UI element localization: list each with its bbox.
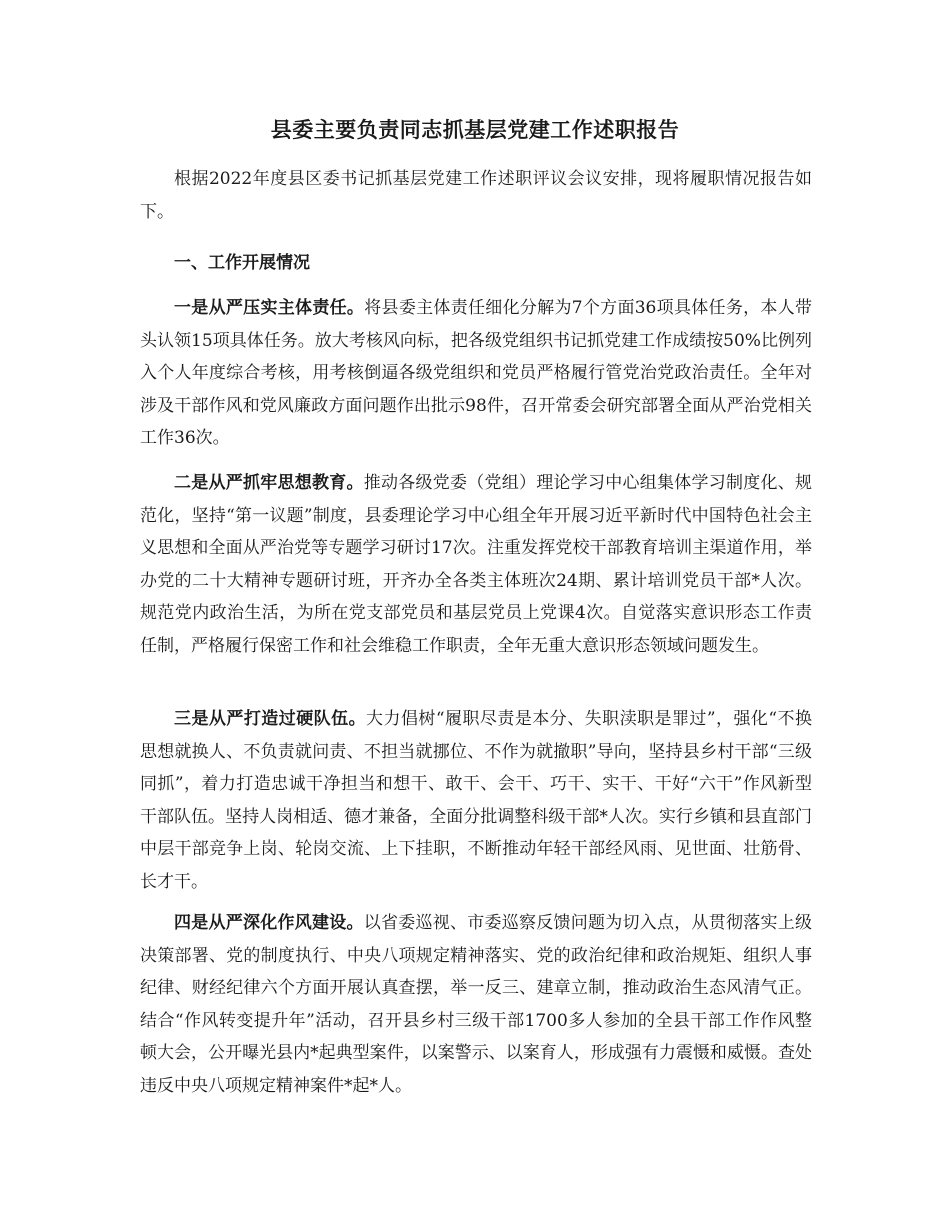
item-paragraph-1 (140, 292, 812, 455)
item-body: 将县委主体责任细化分解为7个方面36项具体任务，本人带头认领15项具体任务。放大考核风向标，把各级党组织书记抓党建工作成绩按50%比例列入个人年度综合考核，用考核倒逼各级党组织和党员严格履行管党治党政治责任。全年对涉及干部作风和党风廉政方面问题作出批示98件，召开常委会研究部署全面从严治党相关工作36次。 (140, 298, 813, 448)
item-lead: 四是从严深化作风建设。 (174, 913, 364, 933)
intro-paragraph: 根据2022年度县区委书记抓基层党建工作述职评议会议安排，现将履职情况报告如下。 (140, 169, 812, 222)
item-lead: 二是从严抓牢思想教育。 (174, 473, 364, 493)
item-body: 以省委巡视、市委巡察反馈问题为切入点，从贯彻落实上级决策部署、党的制度执行、中央八项规定精神落实、党的政治纪律和政治规矩、组织人事纪律、财经纪律六个方面开展认真查摆，举一反三、建章立制，推动政治生态风清气正。结合“作风转变提升年”活动，召开县乡村三级干部1700多人参加的全县干部工作作风整顿大会，公开曝光县内*起典型案件，以案警示、以案育人，形成强有力震慑和威慑。查处违反中央八项规定精神案件*起*人。 (140, 913, 812, 1096)
item-lead: 三是从严打造过硬队伍。 (174, 709, 367, 729)
item-paragraph-2 (140, 467, 812, 662)
section-heading: 一、工作开展情况 (174, 253, 310, 273)
item-paragraph-4 (140, 907, 812, 1102)
item-paragraph-3 (140, 703, 812, 898)
item-lead: 一是从严压实主体责任。 (174, 298, 365, 318)
item-body: 大力倡树“履职尽责是本分、失职渎职是罪过”，强化“不换思想就换人、不负责就问责、不担当就挪位、不作为就撤职”导向，坚持县乡村干部“三级同抓”，着力打造忠诚干净担当和想干、敢干、会干、巧干、实干、干好“六干”作风新型干部队伍。坚持人岗相适、德才兼备，全面分批调整科级干部*人次。实行乡镇和县直部门中层干部竞争上岗、轮岗交流、上下挂职，不断推动年轻干部经风雨、见世面、壮筋骨、长才干。 (140, 709, 812, 892)
document-title: 县委主要负责同志抓基层党建工作述职报告 (270, 117, 680, 142)
item-body: 推动各级党委（党组）理论学习中心组集体学习制度化、规范化，坚持“第一议题”制度，县委理论学习中心组全年开展习近平新时代中国特色社会主义思想和全面从严治党等专题学习研讨17次。注重发挥党校干部教育培训主渠道作用，举办党的二十大精神专题研讨班，开齐办全各类主体班次24期、累计培训党员干部*人次。规范党内政治生活，为所在党支部党员和基层党员上党课4次。自觉落实意识形态工作责任制，严格履行保密工作和社会维稳工作职责，全年无重大意识形态领域问题发生。 (140, 473, 812, 656)
